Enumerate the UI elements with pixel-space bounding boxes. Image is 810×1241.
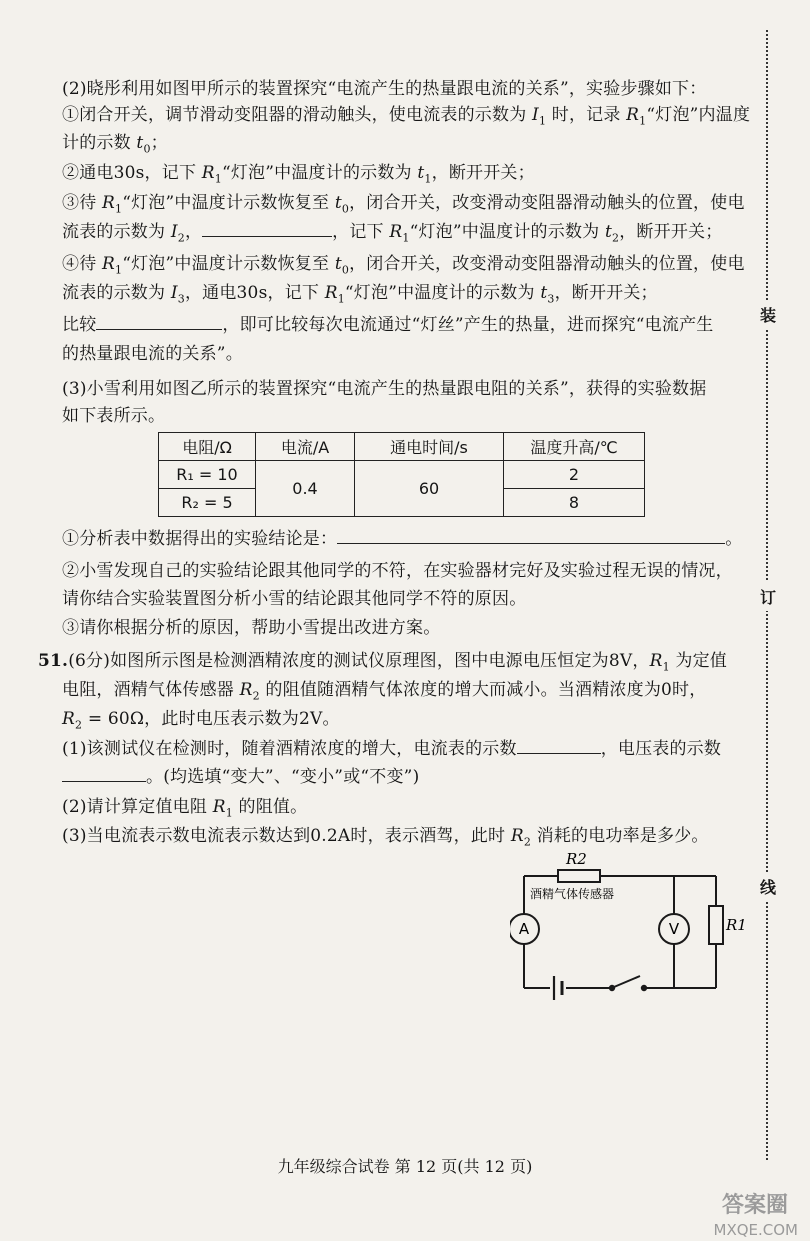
watermark-logo: 答案圈 <box>721 1193 788 1218</box>
table-cell-current: 0.4 <box>256 461 355 517</box>
part2-compare-cont: 的热量跟电流的关系”。 <box>62 344 243 364</box>
part3-intro-cont: 如下表所示。 <box>62 406 166 426</box>
table-cell-r1: R₁ = 10 <box>159 461 256 489</box>
part2-step3-cont: 流表的示数为 $I_2$， ，记下 $R_1“$灯泡”中温度计的示数为 $t_2$，断开开关； <box>62 219 722 251</box>
part2-step4: ④待 $R_1“$灯泡”中温度计示数恢复至 $t_0$，闭合开关，改变滑动变阻器滑动触头的位置，使电 <box>62 254 745 277</box>
part2-step4-cont: 流表的示数为 $I_3$，通电30s，记下 $R_1“$灯泡”中温度计的示数为 $t_3$，断开开关； <box>62 283 658 306</box>
q51-line3: $R_2 = 60\Omega$，此时电压表示数为2V。 <box>62 709 340 732</box>
part3-intro: (3)小雪利用如图乙所示的装置探究“电流产生的热量跟电阻的关系”，获得的实验数据 <box>62 379 707 399</box>
table-cell-rise1: 2 <box>504 461 645 489</box>
page-footer: 九年级综合试卷 第 12 页(共 12 页) <box>277 1157 533 1176</box>
answer-blank[interactable] <box>96 312 222 330</box>
part2-step1-cont: 计的示数 $t_0$； <box>62 133 168 156</box>
resistor-r1 <box>709 906 723 944</box>
q51-part1: (1)该测试仪在检测时，随着酒精浓度的增大，电流表的示数 ，电压表的示数 <box>62 736 721 762</box>
q51-line2: 电阻，酒精气体传感器 $R_2$ 的阻值随酒精气体浓度的增大而减小。当酒精浓度为0时， <box>62 680 707 703</box>
part3-q3: ③请你根据分析的原因，帮助小雪提出改进方案。 <box>62 618 441 638</box>
part2-step1: ①闭合开关，调节滑动变阻器的滑动触头，使电流表的示数为 $I_1$ 时，记录 $R_1“$灯泡”内温度 <box>62 105 751 128</box>
table-header: 电流/A <box>256 433 355 461</box>
watermark-url: MXQE.COM <box>713 1221 798 1239</box>
table-header: 通电时间/s <box>355 433 504 461</box>
margin-label: 线 <box>760 872 776 901</box>
q51-line1: 51.(6分)如图所示图是检测酒精浓度的测试仪原理图，图中电源电压恒定为8V，$R_1$ 为定值 <box>38 651 727 674</box>
table-header: 温度升高/℃ <box>504 433 645 461</box>
switch-icon <box>610 986 614 990</box>
part3-q2-cont: 请你结合实验装置图分析小雪的结论跟其他同学不符的原因。 <box>62 589 527 609</box>
part3-q1: ①分析表中数据得出的实验结论是： 。 <box>62 526 742 552</box>
answer-blank[interactable] <box>337 526 725 544</box>
part2-compare: 比较 ，即可比较每次电流通过“灯丝”产生的热量，进而探究“电流产生 <box>62 312 713 338</box>
table-header: 电阻/Ω <box>159 433 256 461</box>
q51-part2: (2)请计算定值电阻 $R_1$ 的阻值。 <box>62 797 308 820</box>
answer-blank[interactable] <box>62 764 146 782</box>
table-cell-time: 60 <box>355 461 504 517</box>
sensor-label: 酒精气体传感器 <box>530 887 615 901</box>
ammeter-label: A <box>518 920 530 938</box>
answer-blank[interactable] <box>202 219 332 237</box>
part2-step3: ③待 $R_1“$灯泡”中温度计示数恢复至 $t_0$，闭合开关，改变滑动变阻器滑动触头的位置，使电 <box>62 193 745 216</box>
table-cell-r2: R₂ = 5 <box>159 489 256 517</box>
r1-label: R1 <box>726 916 747 934</box>
table-cell-rise2: 8 <box>504 489 645 517</box>
part2-intro: (2)晓彤利用如图甲所示的装置探究“电流产生的热量跟电流的关系”，实验步骤如下： <box>62 79 707 99</box>
q51-part3: (3)当电流表示数电流表示数达到0.2A时，表示酒驾，此时 $R_2$ 消耗的电功率是多少。 <box>62 826 709 849</box>
q51-part1-cont: 。(均选填“变大”、“变小”或“不变”) <box>62 764 419 790</box>
r2-label: R2 <box>566 850 587 868</box>
circuit-diagram <box>510 848 750 1000</box>
data-table <box>158 432 645 517</box>
voltmeter-label: V <box>668 920 680 938</box>
resistor-r2 <box>558 870 600 882</box>
part2-step2: ②通电30s，记下 $R_1“$灯泡”中温度计的示数为 $t_1$，断开开关； <box>62 163 535 186</box>
margin-label: 订 <box>760 582 776 611</box>
answer-blank[interactable] <box>517 736 601 754</box>
margin-label: 装 <box>760 300 776 329</box>
part3-q2: ②小雪发现自己的实验结论跟其他同学的不符，在实验器材完好及实验过程无误的情况， <box>62 561 733 581</box>
